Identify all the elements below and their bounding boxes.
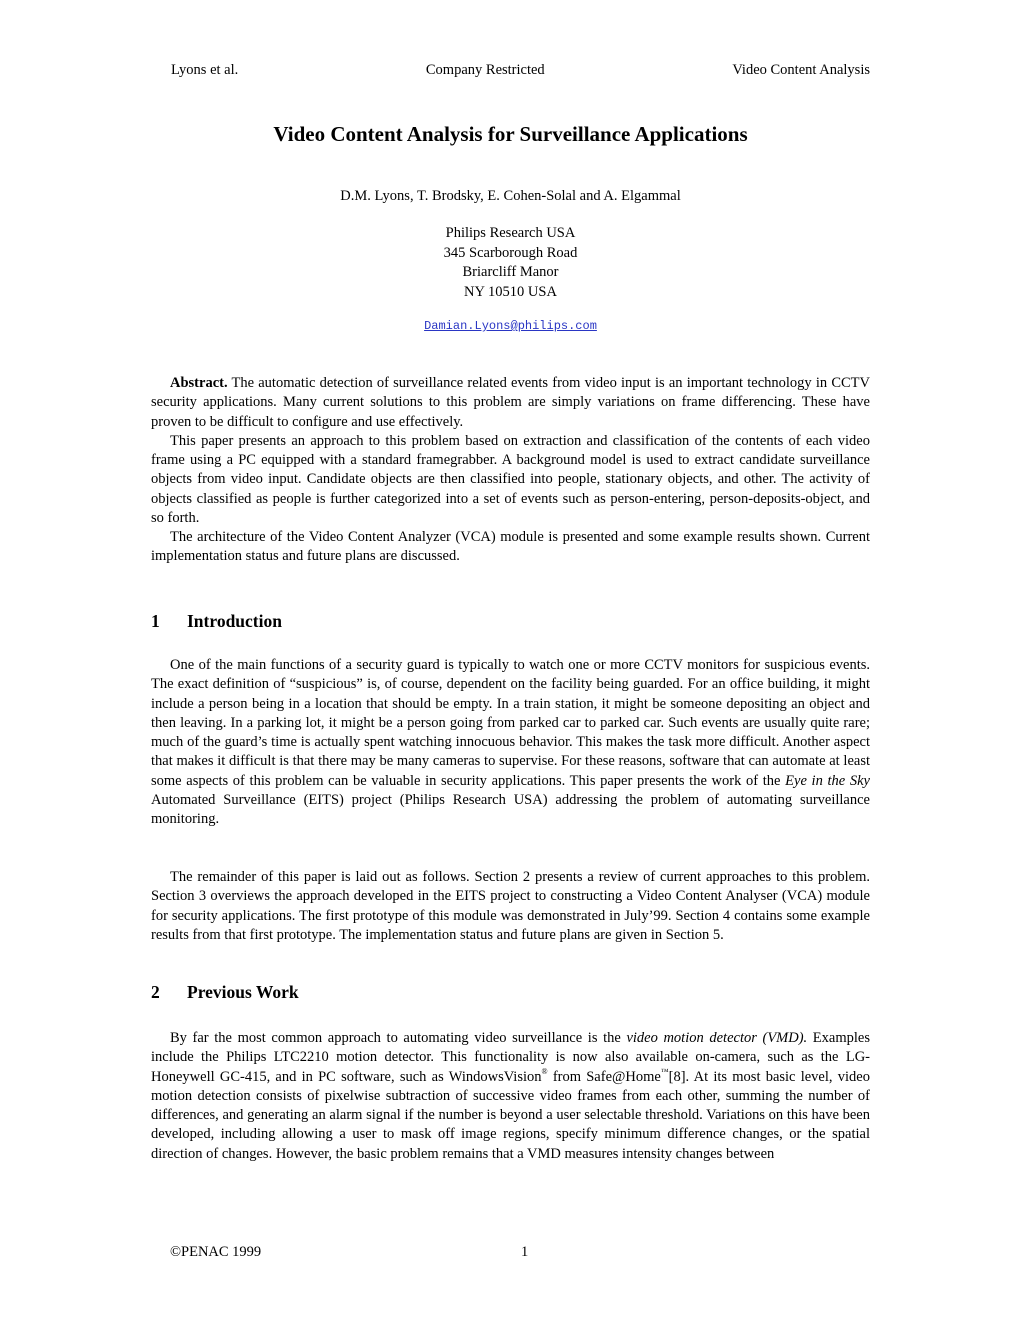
abstract-text: The automatic detection of surveillance related events from video input is an important technology in CCTV security applications. Many current solutions to this problem are simply variations on frame differencing. These have proven to be difficult to configure and use effectively. [151, 375, 870, 430]
text-run: from Safe@Home [547, 1068, 661, 1085]
section-title: Introduction [187, 611, 282, 631]
header-authors: Lyons et al. [171, 62, 239, 78]
text-run: One of the main functions of a security guard is typically to watch one or more CCTV monitors for suspicious events. The exact definition of “suspicious” is, of course, dependent on the facility being guarded. For an office building, it might include a person being in a location that should be empty. In a train station, it might be someone depositing an object and then leaving. In a parking lot, it might be a person going from parked car to parked car. Such events are usually quite rare; much of the guard’s time is actually spent watching innocuous behavior. This makes the task more difficult. Another aspect that makes it difficult is that there may be many cameras to supervise. For these reasons, software that can automate at least some aspects of this problem can be valuable in security applications. This paper presents the work of the [151, 657, 870, 789]
paragraph: The remainder of this paper is laid out as follows. Section 2 presents a review of current approaches to this problem. Section 3 overviews the approach developed in the EITS project to constructing a Video Content Analyser (VCA) module for security applications. The first prototype of this module was demonstrated in July’99. Section 4 contains some example results from that first prototype. The implementation status and future plans are given in Section 5. [151, 869, 870, 943]
project-name: Eye in the Sky [785, 772, 870, 789]
abstract-label: Abstract. [170, 375, 228, 391]
paper-title: Video Content Analysis for Surveillance Applications [273, 122, 748, 146]
section-heading-previous-work [151, 982, 299, 1003]
section-title: Previous Work [187, 982, 299, 1002]
previous-work-paragraph-1 [151, 1029, 870, 1164]
abstract [151, 374, 870, 567]
email-link[interactable]: Damian.Lyons@philips.com [424, 319, 597, 333]
introduction-paragraph-2 [151, 868, 870, 945]
section-number: 1 [151, 611, 160, 631]
address-line: NY 10510 USA [464, 283, 557, 300]
trademark-mark: ™ [660, 1066, 669, 1076]
address-line: Briarcliff Manor [462, 264, 559, 280]
header-restriction: Company Restricted [425, 62, 545, 78]
paragraph [151, 1029, 870, 1164]
page-number: 1 [521, 1244, 529, 1260]
introduction-paragraph-1 [151, 656, 870, 829]
address-line: Philips Research USA [445, 225, 576, 241]
text-run: Examples include the Philips LTC2210 motion detector. This functionality is now also available on-camera, such as the LG-Honeywell GC-415, and in PC software, such as WindowsVision [151, 1030, 870, 1085]
paragraph [151, 656, 870, 829]
section-number: 2 [151, 982, 160, 1002]
author-list: D.M. Lyons, T. Brodsky, E. Cohen-Solal and A. Elgammal [340, 188, 681, 204]
text-run: By far the most common approach to automating video surveillance is the [170, 1030, 627, 1046]
section-heading-introduction [151, 611, 282, 632]
header-short-title: Video Content Analysis [732, 62, 870, 78]
footer-copyright: ©PENAC 1999 [170, 1244, 262, 1260]
text-run: [8]. At its most basic level, video motion detection consists of pixelwise subtraction of successive video frames from each other, summing the number of differences, and generating an alarm signal if the number is beyond a user selectable threshold. Variations on this have been developed, including allowing a user to mask off image regions, specify minimum difference changes, or the spatial direction of changes. However, the basic problem remains that a VMD measures intensity changes between [151, 1068, 870, 1162]
abstract-paragraph [151, 374, 870, 432]
text-run: Automated Surveillance (EITS) project (Philips Research USA) addressing the problem of automating surveillance monitoring. [151, 791, 870, 827]
paper-page [151, 0, 870, 1320]
registered-mark: ® [541, 1066, 548, 1076]
address-line: 345 Scarborough Road [443, 244, 578, 261]
emphasis-term: video motion detector (VMD). [626, 1030, 808, 1046]
abstract-paragraph: This paper presents an approach to this problem based on extraction and classification of the contents of each video frame using a PC equipped with a standard framegrabber. A background model is used to extract candidate surveillance objects from video input. Candidate objects are then classified into people, stationary objects, and other. The activity of objects classified as people is further categorized into a set of events such as person-entering, person-deposits-object, and so forth. [151, 432, 870, 526]
running-header [151, 62, 870, 79]
affiliation-address [151, 224, 870, 302]
abstract-paragraph: The architecture of the Video Content Analyzer (VCA) module is presented and some example results shown. Current implementation status and future plans are discussed. [151, 529, 870, 565]
